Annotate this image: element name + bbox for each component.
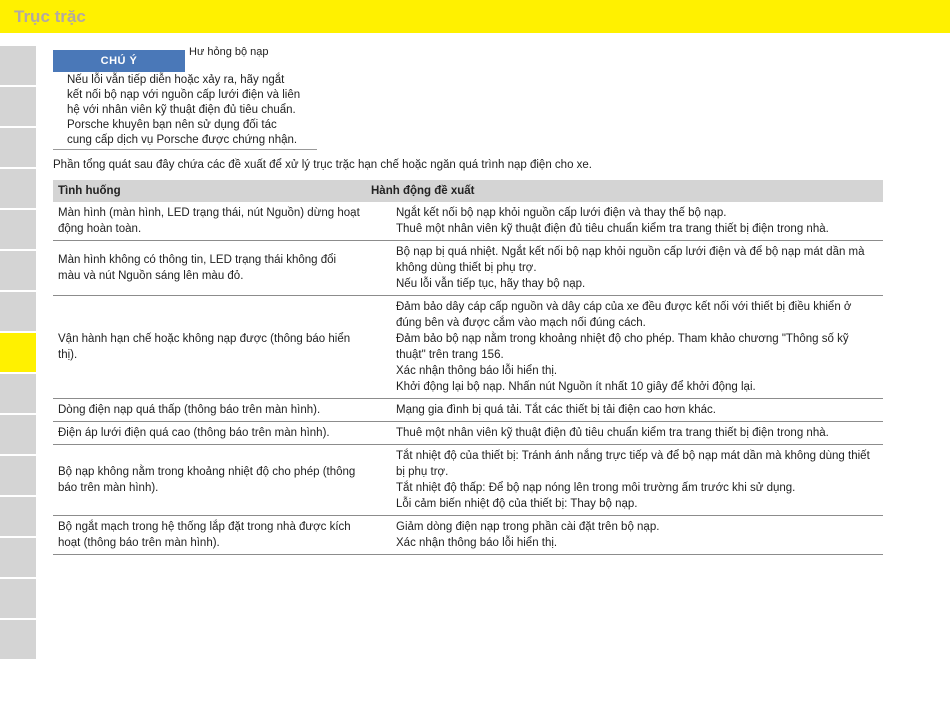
note-line: Nếu lỗi vẫn tiếp diễn hoặc xảy ra, hãy ngắt <box>67 74 285 86</box>
note-line: Porsche khuyên bạn nên sử dụng đối tác <box>67 119 277 131</box>
situation-cell: Bộ ngắt mạch trong hệ thống lắp đặt trong nhà được kích hoạt (thông báo trên màn hình). <box>53 516 366 555</box>
table-row <box>53 202 883 241</box>
action-line: Đảm bảo bộ nạp nằm trong khoảng nhiệt độ cho phép. Tham khảo chương "Thông số kỹ thuật" trên trang 156. <box>396 333 849 361</box>
side-tab-strip <box>0 46 36 661</box>
side-tab[interactable] <box>0 374 36 415</box>
side-tab[interactable] <box>0 415 36 456</box>
action-line: Tắt nhiệt độ của thiết bị: Tránh ánh nắng trực tiếp và để bộ nạp mát dần mà không dùng thiết bị phụ trợ. <box>396 450 870 478</box>
note-label: CHÚ Ý <box>53 50 185 72</box>
note-divider <box>53 149 317 150</box>
table-row <box>53 445 883 516</box>
table-row <box>53 296 883 399</box>
side-tab[interactable] <box>0 169 36 210</box>
side-tab-active[interactable] <box>0 333 36 374</box>
action-line: Nếu lỗi vẫn tiếp tục, hãy thay bộ nạp. <box>396 278 586 290</box>
column-header-situation: Tình huống <box>53 180 366 202</box>
situation-cell: Dòng điện nạp quá thấp (thông báo trên màn hình). <box>53 399 366 422</box>
side-tab[interactable] <box>0 579 36 620</box>
side-tab[interactable] <box>0 620 36 661</box>
action-line: Giảm dòng điện nạp trong phần cài đặt trên bộ nạp. <box>396 521 660 533</box>
action-cell <box>366 296 883 399</box>
side-tab[interactable] <box>0 87 36 128</box>
action-line: Xác nhận thông báo lỗi hiển thị. <box>396 537 558 549</box>
note-body <box>67 73 327 148</box>
action-line: Thuê một nhân viên kỹ thuật điện đủ tiêu chuẩn kiểm tra trang thiết bị điện trong nhà. <box>396 223 829 235</box>
table-row <box>53 422 883 445</box>
intro-text: Phần tổng quát sau đây chứa các đề xuất để xử lý trục trặc hạn chế hoặc ngăn quá trình nạp điện cho xe. <box>53 159 593 171</box>
action-cell <box>366 445 883 516</box>
action-cell <box>366 202 883 241</box>
side-tab[interactable] <box>0 210 36 251</box>
side-tab[interactable] <box>0 128 36 169</box>
situation-cell: Bộ nạp không nằm trong khoảng nhiệt độ cho phép (thông báo trên màn hình). <box>53 445 366 516</box>
action-line: Tắt nhiệt độ thấp: Để bộ nạp nóng lên trong môi trường ấm trước khi sử dụng. <box>396 482 796 494</box>
table-row <box>53 241 883 296</box>
table-header-row <box>53 180 883 202</box>
action-cell <box>366 399 883 422</box>
side-tab[interactable] <box>0 292 36 333</box>
table-row <box>53 399 883 422</box>
action-line: Đảm bảo dây cáp cấp nguồn và dây cáp của xe đều được kết nối với thiết bị điều khiển ở đúng bên và được cắm vào mạch nối đúng cách. <box>396 301 852 329</box>
side-tab[interactable] <box>0 538 36 579</box>
note-title: Hư hỏng bộ nạp <box>189 46 269 58</box>
troubleshooting-table <box>53 180 883 555</box>
action-cell <box>366 241 883 296</box>
column-header-action: Hành động đề xuất <box>366 180 883 202</box>
action-line: Bộ nạp bị quá nhiệt. Ngắt kết nối bộ nạp khỏi nguồn cấp lưới điện và để bộ nạp mát dần mà không dùng thiết bị phụ trợ. <box>396 246 865 274</box>
situation-cell: Màn hình không có thông tin, LED trạng thái không đổi màu và nút Nguồn sáng lên màu đỏ. <box>53 241 366 296</box>
action-cell <box>366 516 883 555</box>
note-line: hệ với nhân viên kỹ thuật điện đủ tiêu chuẩn. <box>67 104 296 116</box>
note-line: kết nối bộ nạp với nguồn cấp lưới điện và liên <box>67 89 301 101</box>
header-bar <box>0 0 950 33</box>
action-line: Mạng gia đình bị quá tải. Tắt các thiết bị tải điện cao hơn khác. <box>396 404 716 416</box>
action-line: Lỗi cảm biến nhiệt độ của thiết bị: Thay bộ nạp. <box>396 498 638 510</box>
situation-cell: Màn hình (màn hình, LED trạng thái, nút Nguồn) dừng hoạt động hoàn toàn. <box>53 202 366 241</box>
action-line: Thuê một nhân viên kỹ thuật điện đủ tiêu chuẩn kiểm tra trang thiết bị điện trong nhà. <box>396 427 829 439</box>
situation-cell: Vận hành hạn chế hoặc không nạp được (thông báo hiển thị). <box>53 296 366 399</box>
action-line: Xác nhận thông báo lỗi hiển thị. <box>396 365 558 377</box>
table-row <box>53 516 883 555</box>
action-line: Ngắt kết nối bộ nạp khỏi nguồn cấp lưới điện và thay thế bộ nạp. <box>396 207 727 219</box>
side-tab[interactable] <box>0 251 36 292</box>
note-line: cung cấp dịch vụ Porsche được chứng nhận. <box>67 134 298 146</box>
page-title: Trục trặc <box>14 7 86 26</box>
side-tab[interactable] <box>0 46 36 87</box>
side-tab[interactable] <box>0 456 36 497</box>
situation-cell: Điện áp lưới điện quá cao (thông báo trên màn hình). <box>53 422 366 445</box>
action-line: Khởi động lại bộ nạp. Nhấn nút Nguồn ít nhất 10 giây để khởi động lại. <box>396 381 756 393</box>
side-tab[interactable] <box>0 497 36 538</box>
action-cell <box>366 422 883 445</box>
